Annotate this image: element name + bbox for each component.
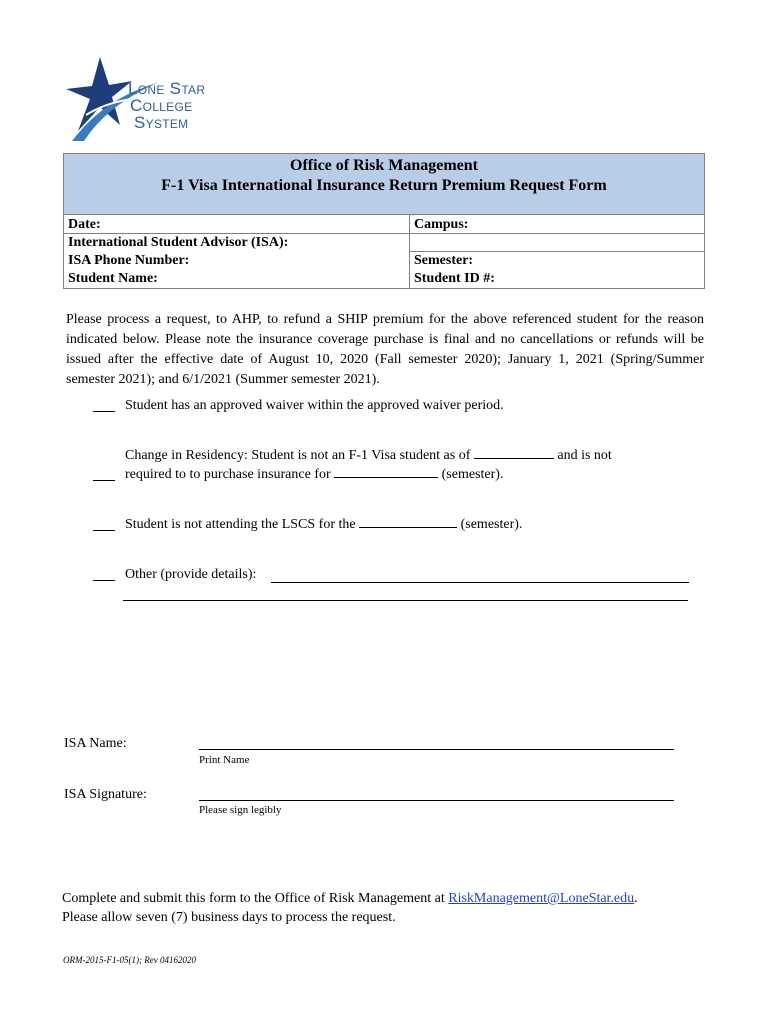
isa-name-line[interactable] [199,749,674,750]
isa-field[interactable]: International Student Advisor (ISA): [68,235,289,250]
office-title: Office of Risk Management [290,157,478,174]
isa-signature-label: ISA Signature: [64,787,147,802]
sign-legibly-caption: Please sign legibly [199,804,282,816]
not-attending-option [125,515,522,534]
not-attending-checkbox[interactable] [93,530,115,531]
isa-name-label: ISA Name: [64,736,127,751]
logo-wordmark [128,80,205,131]
residency-checkbox[interactable] [93,480,115,481]
logo-line-3: System [134,113,189,132]
title-band [64,154,704,215]
residency-semester-blank[interactable] [334,477,438,478]
logo-line-1: Lone Star [128,79,206,98]
student-id-field[interactable]: Student ID #: [414,271,495,286]
residency-option-line-1 [125,446,612,465]
footer-line-1 [62,889,722,908]
semester-field[interactable]: Semester: [414,253,474,268]
instructions-paragraph: Please process a request, to AHP, to refund a SHIP premium for the above referenced student for the reason indicated below. Please note the insurance coverage purchase is final and no cancellations or refunds will be issued after the effective date of August 10, 2020 (Fall semester 2020); January 1, 2021 (Spring/Summer semester 2021); and 6/1/2021 (Summer semester 2021). [66,312,704,387]
form-revision-id: ORM-2015-F1-05(1); Rev 04162020 [63,955,196,965]
print-name-caption: Print Name [199,754,250,766]
residency-text-d: (semester). [441,467,504,482]
other-checkbox[interactable] [93,580,115,581]
residency-text-a: Change in Residency: Student is not an F-1 Visa student as of [125,448,471,463]
isa-signature-line[interactable] [199,800,674,801]
form-title: F-1 Visa International Insurance Return Premium Request Form [161,177,607,194]
not-attending-text-a: Student is not attending the LSCS for the [125,517,356,532]
isa-phone-field[interactable]: ISA Phone Number: [68,253,190,268]
date-field[interactable]: Date: [68,217,101,232]
residency-option-line-2 [125,465,503,484]
waiver-checkbox[interactable] [93,411,115,412]
other-details-line-2[interactable] [123,600,688,601]
residency-text-c: required to to purchase insurance for [125,467,331,482]
footer-text-b: . [634,891,638,906]
residency-date-blank[interactable] [474,458,554,459]
residency-text-b: and is not [557,448,612,463]
footer-line-2: Please allow seven (7) business days to process the request. [62,910,396,925]
campus-field[interactable]: Campus: [414,217,469,232]
other-details-line-1[interactable] [271,582,689,583]
logo-line-2: College [130,96,193,115]
student-name-field[interactable]: Student Name: [68,271,158,286]
not-attending-text-b: (semester). [460,517,523,532]
submission-instructions [62,889,722,927]
other-option-label: Other (provide details): [125,567,257,582]
waiver-option-label: Student has an approved waiver within the approved waiver period. [125,398,504,413]
email-link[interactable]: RiskManagement@LoneStar.edu [448,891,635,906]
footer-text-a: Complete and submit this form to the Office of Risk Management at [62,891,445,906]
not-attending-semester-blank[interactable] [359,527,457,528]
form-header-table [63,153,705,289]
